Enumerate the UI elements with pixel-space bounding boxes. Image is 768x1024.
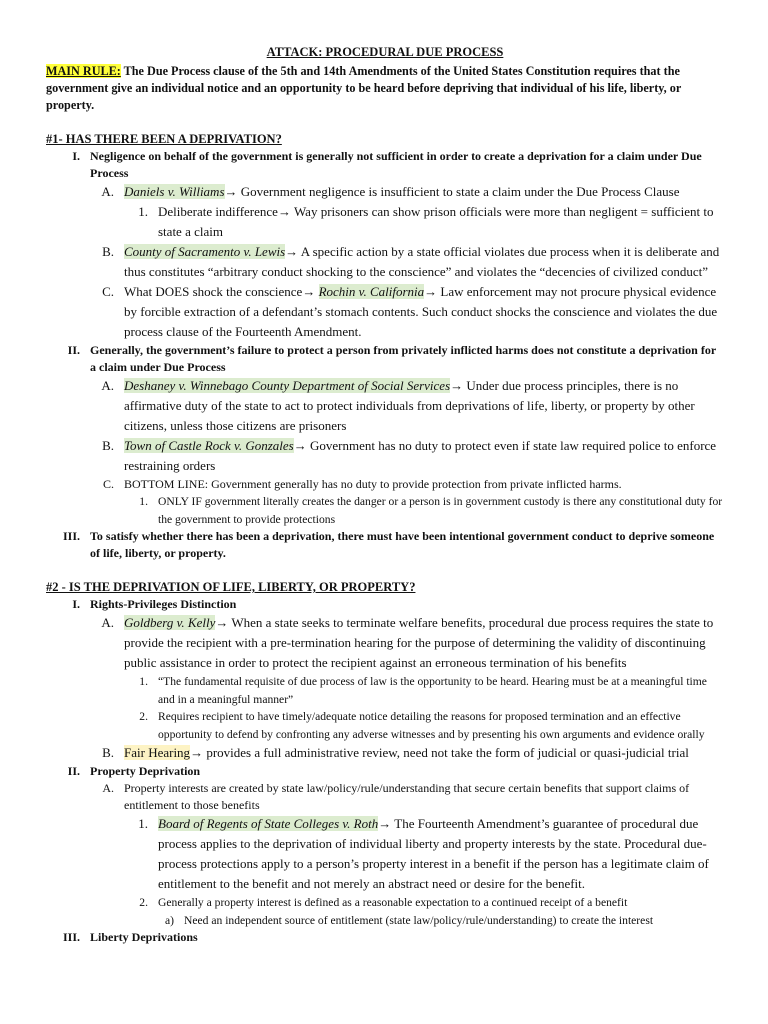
outline-text: → Law enforcement may not procure physical evidence by forcible extraction of a defendant’s stomach contents. Such conduct shocks the conscience and violates the due process clause of the Fourteenth Amendment. <box>124 284 718 339</box>
outline-number: III. <box>62 529 80 543</box>
outline-text: Property interests are created by state law/policy/rule/understanding that secure certain benefits that support claims of entitlement to those benefits <box>124 781 690 812</box>
document-title: ATTACK: PROCEDURAL DUE PROCESS <box>266 45 504 59</box>
outline-text: Rights-Privileges Distinction <box>90 597 237 611</box>
case-name: County of Sacramento v. Lewis <box>124 244 286 259</box>
outline-text: “The fundamental requisite of due process of law is the opportunity to be heard. Hearing must be at a meaningful time and in a meaningful manner” <box>158 675 707 706</box>
outline-text: → Government has no duty to protect even if state law required police to enforce restraining orders <box>124 438 717 473</box>
outline-text: Deliberate indifference→ Way prisoners can show prison officials were more than negligent = sufficient to state a claim <box>158 204 714 239</box>
outline-text: Negligence on behalf of the government is generally not sufficient in order to create a deprivation for a claim under Due Process <box>90 149 702 180</box>
outline-item <box>124 708 724 743</box>
outline-number: B. <box>102 438 114 453</box>
outline-number: 1. <box>139 495 148 508</box>
outline-number: A. <box>102 781 114 795</box>
main-rule-text: The Due Process clause of the 5th and 14th Amendments of the United States Constitution requires that the government give an individual notice and an opportunity to be heard before depriving that individual of his life, liberty, or property. <box>46 64 682 112</box>
outline-item <box>90 743 724 763</box>
case-name: Rochin v. California <box>318 284 425 299</box>
outline-text: Generally a property interest is defined as a reasonable expectation to a continued receipt of a benefit <box>158 896 628 909</box>
outline-number: 1. <box>139 675 148 688</box>
outline-text: → Under due process principles, there is no affirmative duty of the state to act to protect individuals from deprivations of life, liberty, or property by other citizens, unless those citizens are prisoners <box>124 378 695 433</box>
outline-text: ONLY IF government literally creates the danger or a person is in government custody is there any constitutional duty for the government to provide protections <box>158 495 723 526</box>
outline-item <box>46 929 724 946</box>
outline-number: A. <box>101 378 114 393</box>
case-name: Board of Regents of State Colleges v. Roth <box>158 816 379 831</box>
outline-number: B. <box>102 745 114 760</box>
case-name: Daniels v. Williams <box>124 184 225 199</box>
case-name: Deshaney v. Winnebago County Department of Social Services <box>124 378 451 393</box>
case-name: Goldberg v. Kelly <box>124 615 216 630</box>
outline-item <box>46 528 724 562</box>
outline-text: BOTTOM LINE: Government generally has no duty to provide protection from private inflicted harms. <box>124 477 622 491</box>
outline-text: → The Fourteenth Amendment’s guarantee of procedural due process applies to the deprivation of individual liberty and property interests by the state. Procedural due-process protections apply to a person’s property interest in a benefit if the person has a legitimate claim of entitlement to the benefit and not merely an abstract need or desire for the benefit. <box>158 816 709 891</box>
outline-text: → Government negligence is insufficient to state a claim under the Due Process Clause <box>224 184 680 199</box>
outline-number: 1. <box>138 204 148 219</box>
outline-number: I. <box>72 597 80 611</box>
section-2-heading: #2 - IS THE DEPRIVATION OF LIFE, LIBERTY, OR PROPERTY? <box>46 580 416 594</box>
outline-text: → A specific action by a state official violates due process when it is deliberate and thus constitutes “arbitrary conduct shocking to the conscience” and violates the “decencies of civilized conduct” <box>124 244 720 279</box>
outline-text: To satisfy whether there has been a deprivation, there must have been intentional government conduct to deprive someone of life, liberty, or property. <box>90 529 715 560</box>
outline-item <box>90 436 724 476</box>
outline-text: Property Deprivation <box>90 764 201 778</box>
highlighted-term: Fair Hearing <box>124 745 191 760</box>
outline-item <box>124 814 724 894</box>
outline-number: 1. <box>138 816 148 831</box>
main-rule-label: MAIN RULE: <box>46 64 121 78</box>
outline-text: Requires recipient to have timely/adequate notice detailing the reasons for proposed termination and an effective opportunity to defend by confronting any adverse witnesses and by presenting his own arguments and evidence orally <box>158 710 705 741</box>
outline-number: B. <box>102 244 114 259</box>
outline-item <box>46 596 724 613</box>
outline-item <box>124 202 724 242</box>
outline-item <box>158 912 724 929</box>
outline-item <box>90 613 724 673</box>
outline-number: A. <box>101 184 114 199</box>
outline-item <box>90 242 724 282</box>
outline-number: I. <box>72 149 80 163</box>
outline-item <box>46 763 724 780</box>
outline-number: 2. <box>139 896 148 909</box>
outline-item <box>46 342 724 376</box>
outline-item <box>90 780 724 814</box>
outline-number: a) <box>164 913 174 927</box>
outline-text: Need an independent source of entitlement (state law/policy/rule/understanding) to create the interest <box>184 913 654 927</box>
outline-number: A. <box>101 615 114 630</box>
outline-text: → When a state seeks to terminate welfare benefits, procedural due process requires the state to provide the recipient with a pre-termination hearing for the purpose of determining the validity of discontinuing public assistance in order to protect the recipient against an erroneous termination of his benefits <box>124 615 714 670</box>
outline-number: C. <box>102 284 114 299</box>
outline-text: Generally, the government’s failure to protect a person from privately inflicted harms does not constitute a deprivation for a claim under Due Process <box>90 343 716 374</box>
outline-text: What DOES shock the conscience→ <box>124 284 319 299</box>
outline-number: 2. <box>139 710 148 723</box>
outline-item <box>90 182 724 202</box>
outline-text: Liberty Deprivations <box>90 929 198 944</box>
outline-number: III. <box>62 929 80 944</box>
outline-item <box>90 476 724 493</box>
outline-item <box>124 493 724 528</box>
outline-item <box>90 282 724 342</box>
outline-item <box>124 673 724 708</box>
outline-number: C. <box>102 477 114 491</box>
main-rule <box>46 63 724 114</box>
case-name: Town of Castle Rock v. Gonzales <box>124 438 294 453</box>
outline-item <box>124 894 724 912</box>
outline-item <box>46 148 724 182</box>
outline-text: → provides a full administrative review, need not take the form of judicial or quasi-judicial trial <box>190 745 689 760</box>
section-1-heading: #1- HAS THERE BEEN A DEPRIVATION? <box>46 132 282 146</box>
outline-number: II. <box>67 343 80 357</box>
outline-item <box>90 376 724 436</box>
outline-number: II. <box>67 764 80 778</box>
